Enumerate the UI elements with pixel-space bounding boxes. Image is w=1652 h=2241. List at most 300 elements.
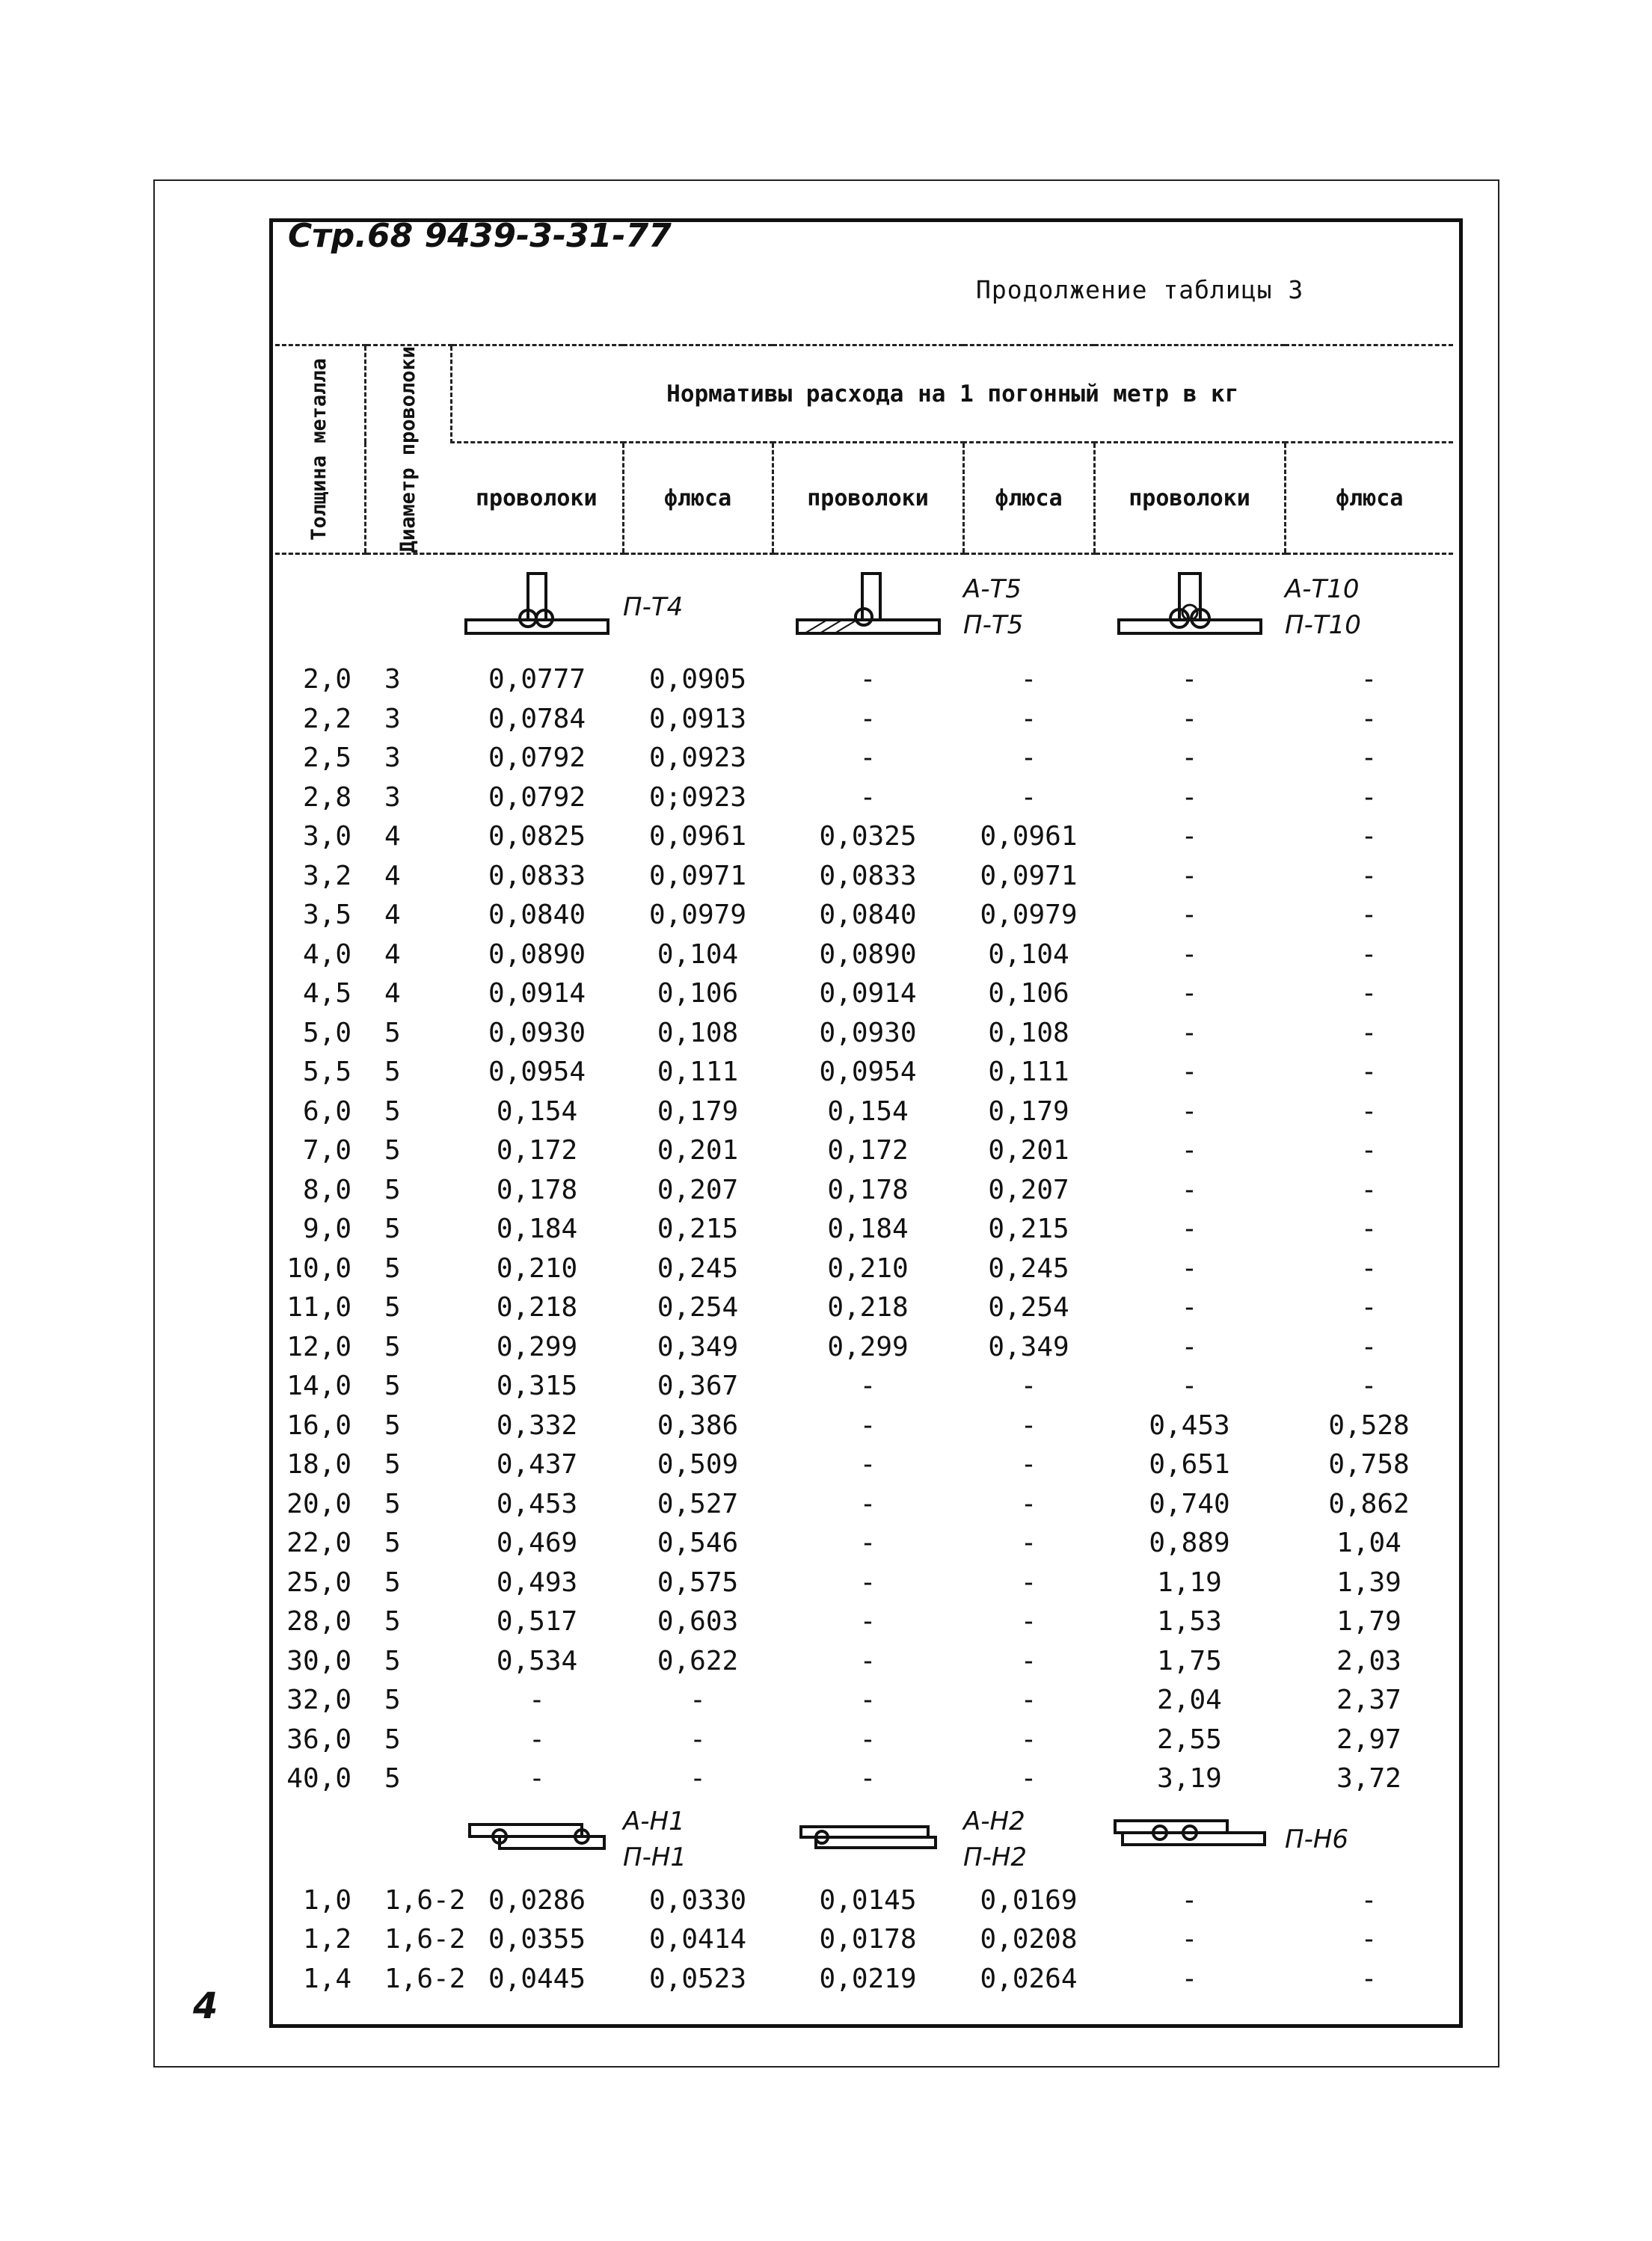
table-cell: 5 <box>384 1057 401 1088</box>
table-cell: 0,201 <box>988 1135 1069 1166</box>
table-cell: 5 <box>384 1763 401 1795</box>
table-cell: - <box>1360 1135 1378 1166</box>
table-cell: 0,0169 <box>980 1884 1078 1916</box>
table-cell: 12,0 <box>286 1331 351 1362</box>
table-cell: 20,0 <box>286 1488 351 1519</box>
table-cell: 0,0971 <box>980 860 1078 891</box>
table-cell: 16,0 <box>286 1410 351 1441</box>
table-cell: - <box>1181 821 1198 852</box>
sub-header-flux-2: флюса <box>963 443 1094 554</box>
table-cell: 5 <box>384 1528 401 1559</box>
table-cell: - <box>1181 900 1198 931</box>
table-cell: 5 <box>384 1371 401 1402</box>
table-cell: 5 <box>384 1606 401 1638</box>
table-cell: - <box>1360 703 1378 734</box>
sub-header-wire-2: проволоки <box>773 443 963 554</box>
table-cell: 5 <box>384 1214 401 1245</box>
table-cell: 0,622 <box>657 1645 739 1676</box>
table-cell: 4 <box>384 938 401 970</box>
table-cell: 0,527 <box>657 1488 739 1519</box>
table-row <box>275 738 1453 778</box>
table-cell: - <box>1360 664 1378 695</box>
table-row <box>275 1759 1453 1798</box>
table-cell: - <box>1360 978 1378 1009</box>
table-cell: 0,0445 <box>488 1963 586 1994</box>
table-cell: 0,104 <box>657 938 739 970</box>
table-cell: - <box>1181 1884 1198 1916</box>
table-cell: 2,2 <box>302 703 351 734</box>
table-cell: 0,0219 <box>819 1963 917 1994</box>
table-cell: - <box>1360 1017 1378 1048</box>
table-row <box>275 856 1453 896</box>
table-cell: 3 <box>384 703 401 734</box>
table-cell: 5,0 <box>302 1017 351 1048</box>
table-cell: 2,0 <box>302 664 351 695</box>
joint-label-p-t4: П-Т4 <box>623 592 684 623</box>
table-cell: 0,651 <box>1149 1449 1230 1481</box>
joint-label-p-t5: П-Т5 <box>963 610 1024 641</box>
table-cell: 2,04 <box>1157 1685 1222 1716</box>
sub-header-wire-3: проволоки <box>1094 443 1285 554</box>
table-cell: 0,758 <box>1328 1449 1410 1481</box>
table-cell: 3,0 <box>302 821 351 852</box>
table-cell: 1,79 <box>1336 1606 1401 1638</box>
table-cell: - <box>1360 1252 1378 1284</box>
table-cell: 3 <box>384 664 401 695</box>
table-cell: - <box>859 1763 876 1795</box>
table-cell: - <box>859 1449 876 1481</box>
table-cell: - <box>859 1371 876 1402</box>
table-row <box>275 817 1453 856</box>
table-cell: 0,740 <box>1149 1488 1230 1519</box>
table-cell: - <box>859 1724 876 1755</box>
table-cell: 0,367 <box>657 1371 739 1402</box>
page-reference-handwritten: Стр.68 9439-3-31-77 <box>288 217 672 255</box>
table-cell: 0,0777 <box>488 664 586 695</box>
table-cell: - <box>1360 1057 1378 1088</box>
table-continuation-title: Продолжение таблицы 3 <box>976 275 1304 304</box>
table-cell: 4 <box>384 860 401 891</box>
table-cell: 0,0523 <box>648 1963 747 1994</box>
table-cell: 0,104 <box>988 938 1069 970</box>
table-cell: 0,0930 <box>488 1017 586 1048</box>
table-cell: 0,453 <box>496 1488 578 1519</box>
table-cell: 2,37 <box>1336 1685 1401 1716</box>
table-cell: - <box>859 1645 876 1676</box>
table-cell: 0,108 <box>657 1017 739 1048</box>
table-cell: 0,453 <box>1149 1410 1230 1441</box>
table-cell: 0,254 <box>657 1292 739 1324</box>
table-cell: 0,215 <box>657 1214 739 1245</box>
table-cell: 0,108 <box>988 1017 1069 1048</box>
table-cell: 1,19 <box>1157 1567 1222 1598</box>
table-row <box>275 1881 1453 1920</box>
joint-label-a-n1: А-Н1 <box>623 1806 685 1836</box>
table-cell: 0,0905 <box>648 664 747 695</box>
table-cell: - <box>1360 1371 1378 1402</box>
table-cell: - <box>690 1763 706 1795</box>
table-cell: 5 <box>384 1331 401 1362</box>
table-cell: 0,178 <box>827 1174 909 1205</box>
table-cell: - <box>1181 703 1198 734</box>
table-cell: 14,0 <box>286 1371 351 1402</box>
consumption-norms-table <box>275 344 1453 1998</box>
table-cell: 25,0 <box>286 1567 351 1598</box>
table-cell: - <box>1360 781 1378 813</box>
table-cell: - <box>690 1724 706 1755</box>
table-cell: 0,0286 <box>488 1884 586 1916</box>
joint-label-p-n6: П-Н6 <box>1285 1824 1349 1854</box>
tee-joint-weld-sketch-1 <box>462 566 612 648</box>
table-cell: - <box>1181 664 1198 695</box>
table-row <box>275 1406 1453 1445</box>
table-cell: - <box>859 1488 876 1519</box>
table-row <box>275 1170 1453 1210</box>
table-cell: 28,0 <box>286 1606 351 1638</box>
table-cell: 18,0 <box>286 1449 351 1481</box>
table-cell: - <box>1360 1963 1378 1994</box>
table-cell: 0,862 <box>1328 1488 1410 1519</box>
table-cell: 0,299 <box>496 1331 578 1362</box>
table-cell: - <box>1181 1135 1198 1166</box>
tee-joint-weld-sketch-2 <box>793 566 943 648</box>
table-cell: 0,603 <box>657 1606 739 1638</box>
table-cell: 0,0890 <box>488 938 586 970</box>
table-cell: 0,218 <box>827 1292 909 1324</box>
table-cell: 8,0 <box>302 1174 351 1205</box>
table-cell: - <box>1360 1331 1378 1362</box>
table-cell: - <box>1020 1606 1037 1638</box>
butt-joint-weld-sketch <box>1108 1813 1272 1866</box>
table-cell: - <box>1360 1924 1378 1955</box>
table-cell: - <box>690 1685 706 1716</box>
table-cell: - <box>1020 1645 1037 1676</box>
table-cell: 0,210 <box>496 1252 578 1284</box>
table-row <box>275 1092 1453 1131</box>
table-cell: - <box>1020 781 1037 813</box>
table-cell: - <box>1181 1963 1198 1994</box>
table-cell: - <box>1020 1567 1037 1598</box>
table-cell: 0,0325 <box>819 821 917 852</box>
table-cell: - <box>1360 1174 1378 1205</box>
joint-label-p-t10: П-Т10 <box>1285 610 1361 641</box>
table-cell: 0,0914 <box>819 978 917 1009</box>
table-cell: - <box>1181 978 1198 1009</box>
table-cell: 0,437 <box>496 1449 578 1481</box>
table-cell: - <box>859 781 876 813</box>
table-cell: 0,0414 <box>648 1924 747 1955</box>
table-cell: 0,0914 <box>488 978 586 1009</box>
table-row <box>275 1602 1453 1641</box>
table-row <box>275 1288 1453 1327</box>
table-cell: 4 <box>384 978 401 1009</box>
table-cell: 0,0833 <box>488 860 586 891</box>
table-cell: 3,72 <box>1336 1763 1401 1795</box>
joint-label-a-t5: А-Т5 <box>963 574 1022 605</box>
tee-joint-weld-sketch-3 <box>1115 566 1265 648</box>
norms-caption: Нормативы расхода на 1 погонный метр в кг <box>451 345 1453 443</box>
table-cell: 3 <box>384 781 401 813</box>
table-cell: 0,509 <box>657 1449 739 1481</box>
table-cell: 0,575 <box>657 1567 739 1598</box>
table-cell: 0,0923 <box>648 743 747 774</box>
table-cell: 0,0145 <box>819 1884 917 1916</box>
table-cell: - <box>1181 1095 1198 1127</box>
table-cell: 1,6-2 <box>384 1924 466 1955</box>
table-cell: 1,6-2 <box>384 1884 466 1916</box>
table-cell: 0,178 <box>496 1174 578 1205</box>
table-cell: 5 <box>384 1567 401 1598</box>
table-cell: - <box>1181 1214 1198 1245</box>
table-cell: 6,0 <box>302 1095 351 1127</box>
table-cell: 3,19 <box>1157 1763 1222 1795</box>
table-cell: 5 <box>384 1645 401 1676</box>
table-cell: 0,0971 <box>648 860 747 891</box>
table-row <box>275 1959 1453 1999</box>
table-cell: - <box>859 703 876 734</box>
table-cell: 0,299 <box>827 1331 909 1362</box>
table-cell: 3,2 <box>302 860 351 891</box>
table-cell: 0,154 <box>827 1095 909 1127</box>
table-row <box>275 1327 1453 1367</box>
table-cell: 2,03 <box>1336 1645 1401 1676</box>
table-cell: 0,349 <box>657 1331 739 1362</box>
table-cell: - <box>1181 1057 1198 1088</box>
table-cell: 0,106 <box>657 978 739 1009</box>
table-cell: 0,0355 <box>488 1924 586 1955</box>
table-cell: 0,386 <box>657 1410 739 1441</box>
table-row <box>275 1052 1453 1092</box>
table-cell: 0,172 <box>496 1135 578 1166</box>
table-cell: 0,0833 <box>819 860 917 891</box>
table-cell: - <box>1360 938 1378 970</box>
table-cell: - <box>859 1528 876 1559</box>
table-cell: 0,201 <box>657 1135 739 1166</box>
table-cell: 1,39 <box>1336 1567 1401 1598</box>
sub-header-flux-3: флюса <box>1285 443 1453 554</box>
table-cell: 10,0 <box>286 1252 351 1284</box>
table-row <box>275 1131 1453 1170</box>
table-cell: - <box>1020 1449 1037 1481</box>
table-cell: - <box>1181 1252 1198 1284</box>
table-cell: 5 <box>384 1410 401 1441</box>
table-cell: - <box>1020 1528 1037 1559</box>
table-cell: - <box>1020 1724 1037 1755</box>
table-cell: 1,75 <box>1157 1645 1222 1676</box>
table-cell: 2,97 <box>1336 1724 1401 1755</box>
table-cell: 7,0 <box>302 1135 351 1166</box>
table-row <box>275 1013 1453 1053</box>
table-cell: 3,5 <box>302 900 351 931</box>
table-cell: - <box>1360 821 1378 852</box>
table-cell: 1,4 <box>302 1963 351 1994</box>
table-cell: 0,0840 <box>488 900 586 931</box>
table-cell: 0,0979 <box>980 900 1078 931</box>
table-cell: - <box>1020 1410 1037 1441</box>
table-cell: - <box>1360 1095 1378 1127</box>
table-cell: - <box>859 1685 876 1716</box>
table-cell: 0,0979 <box>648 900 747 931</box>
table-cell: 0,215 <box>988 1214 1069 1245</box>
table-cell: 3 <box>384 743 401 774</box>
table-cell: - <box>1181 1017 1198 1048</box>
table-cell: 0,889 <box>1149 1528 1230 1559</box>
table-cell: 5 <box>384 1488 401 1519</box>
table-cell: 2,8 <box>302 781 351 813</box>
table-cell: 0,106 <box>988 978 1069 1009</box>
table-cell: 0,218 <box>496 1292 578 1324</box>
table-cell: 5 <box>384 1252 401 1284</box>
table-cell: 30,0 <box>286 1645 351 1676</box>
lap-joint-weld-sketch-2 <box>793 1813 943 1866</box>
table-cell: - <box>1020 664 1037 695</box>
table-cell: 0,0330 <box>648 1884 747 1916</box>
table-cell: 0,245 <box>657 1252 739 1284</box>
table-row <box>275 1209 1453 1249</box>
table-cell: 0,517 <box>496 1606 578 1638</box>
table-cell: 1,2 <box>302 1924 351 1955</box>
table-cell: 4 <box>384 900 401 931</box>
table-cell: 11,0 <box>286 1292 351 1324</box>
table-cell: 0,0208 <box>980 1924 1078 1955</box>
table-cell: 0,0825 <box>488 821 586 852</box>
joint-label-p-n2: П-Н2 <box>963 1842 1028 1872</box>
table-cell: - <box>529 1685 545 1716</box>
table-cell: 22,0 <box>286 1528 351 1559</box>
table-row <box>275 1366 1453 1406</box>
table-row <box>275 699 1453 739</box>
table-cell: 5 <box>384 1292 401 1324</box>
table-cell: 0,0954 <box>819 1057 917 1088</box>
table-row <box>275 1720 1453 1759</box>
table-row <box>275 778 1453 817</box>
table-cell: - <box>1360 743 1378 774</box>
table-cell: 0,332 <box>496 1410 578 1441</box>
table-row <box>275 974 1453 1013</box>
table-cell: 0,349 <box>988 1331 1069 1362</box>
sub-header-wire-1: проволоки <box>451 443 623 554</box>
table-cell: - <box>1181 938 1198 970</box>
table-cell: - <box>1181 1371 1198 1402</box>
table-cell: 0,546 <box>657 1528 739 1559</box>
table-row <box>275 935 1453 974</box>
table-row <box>275 895 1453 935</box>
table-cell: 0,0840 <box>819 900 917 931</box>
table-cell: 0;0923 <box>648 781 747 813</box>
table-cell: - <box>1360 1292 1378 1324</box>
table-cell: 0,469 <box>496 1528 578 1559</box>
table-cell: - <box>859 664 876 695</box>
table-cell: 0,0784 <box>488 703 586 734</box>
table-cell: - <box>1181 1292 1198 1324</box>
table-cell: - <box>1020 1685 1037 1716</box>
table-cell: - <box>529 1763 545 1795</box>
table-cell: 2,5 <box>302 743 351 774</box>
table-cell: - <box>1360 1884 1378 1916</box>
table-cell: - <box>1020 1488 1037 1519</box>
table-cell: 32,0 <box>286 1685 351 1716</box>
joint-sketch-row-t <box>275 554 1453 660</box>
table-cell: 5 <box>384 1017 401 1048</box>
joint-sketch-row-n <box>275 1798 1453 1881</box>
table-cell: 1,53 <box>1157 1606 1222 1638</box>
table-cell: 0,0792 <box>488 743 586 774</box>
table-cell: 0,111 <box>988 1057 1069 1088</box>
table-cell: 2,55 <box>1157 1724 1222 1755</box>
table-cell: - <box>1181 1174 1198 1205</box>
table-cell: - <box>859 1567 876 1598</box>
table-cell: - <box>1360 900 1378 931</box>
sub-header-flux-1: флюса <box>623 443 773 554</box>
table-row <box>275 1445 1453 1484</box>
table-cell: 0,0264 <box>980 1963 1078 1994</box>
table-cell: 5 <box>384 1174 401 1205</box>
table-cell: 0,0913 <box>648 703 747 734</box>
table-row <box>275 1249 1453 1288</box>
table-cell: - <box>1181 860 1198 891</box>
table-cell: 0,493 <box>496 1567 578 1598</box>
table-cell: 0,0954 <box>488 1057 586 1088</box>
table-cell: 0,154 <box>496 1095 578 1127</box>
table-cell: 0,0178 <box>819 1924 917 1955</box>
table-cell: 0,111 <box>657 1057 739 1088</box>
col-header-metal-thickness: Толщина металла <box>275 345 365 554</box>
table-cell: 5 <box>384 1685 401 1716</box>
table-cell: 0,0890 <box>819 938 917 970</box>
table-cell: - <box>1181 743 1198 774</box>
table-cell: 0,0792 <box>488 781 586 813</box>
table-cell: - <box>859 1410 876 1441</box>
table-cell: 0,179 <box>657 1095 739 1127</box>
table-cell: - <box>1181 781 1198 813</box>
table-cell: 5 <box>384 1095 401 1127</box>
joint-label-a-t10: А-Т10 <box>1285 574 1360 605</box>
lap-joint-weld-sketch-1 <box>462 1813 612 1866</box>
table-row <box>275 1484 1453 1524</box>
table-cell: - <box>1020 703 1037 734</box>
table-cell: 0,207 <box>657 1174 739 1205</box>
table-cell: 5,5 <box>302 1057 351 1088</box>
table-cell: 0,315 <box>496 1371 578 1402</box>
table-cell: 5 <box>384 1449 401 1481</box>
table-cell: - <box>1020 1763 1037 1795</box>
table-cell: - <box>529 1724 545 1755</box>
table-cell: 9,0 <box>302 1214 351 1245</box>
table-cell: 1,0 <box>302 1884 351 1916</box>
table-cell: 0,245 <box>988 1252 1069 1284</box>
table-cell: 0,179 <box>988 1095 1069 1127</box>
table-cell: 0,210 <box>827 1252 909 1284</box>
table-cell: 1,04 <box>1336 1528 1401 1559</box>
joint-label-a-n2: А-Н2 <box>963 1806 1025 1836</box>
table-cell: - <box>1181 1924 1198 1955</box>
table-cell: 4,0 <box>302 938 351 970</box>
table-cell: 0,172 <box>827 1135 909 1166</box>
table-cell: 4 <box>384 821 401 852</box>
table-row <box>275 1523 1453 1563</box>
table-row <box>275 1919 1453 1959</box>
table-row <box>275 1563 1453 1602</box>
table-cell: - <box>1181 1331 1198 1362</box>
table-cell: 0,534 <box>496 1645 578 1676</box>
table-cell: 0,0961 <box>980 821 1078 852</box>
table-cell: - <box>859 1606 876 1638</box>
table-cell: 0,0930 <box>819 1017 917 1048</box>
table-row <box>275 1680 1453 1720</box>
table-cell: - <box>1020 1371 1037 1402</box>
table-cell: - <box>1020 743 1037 774</box>
table-cell: 1,6-2 <box>384 1963 466 1994</box>
